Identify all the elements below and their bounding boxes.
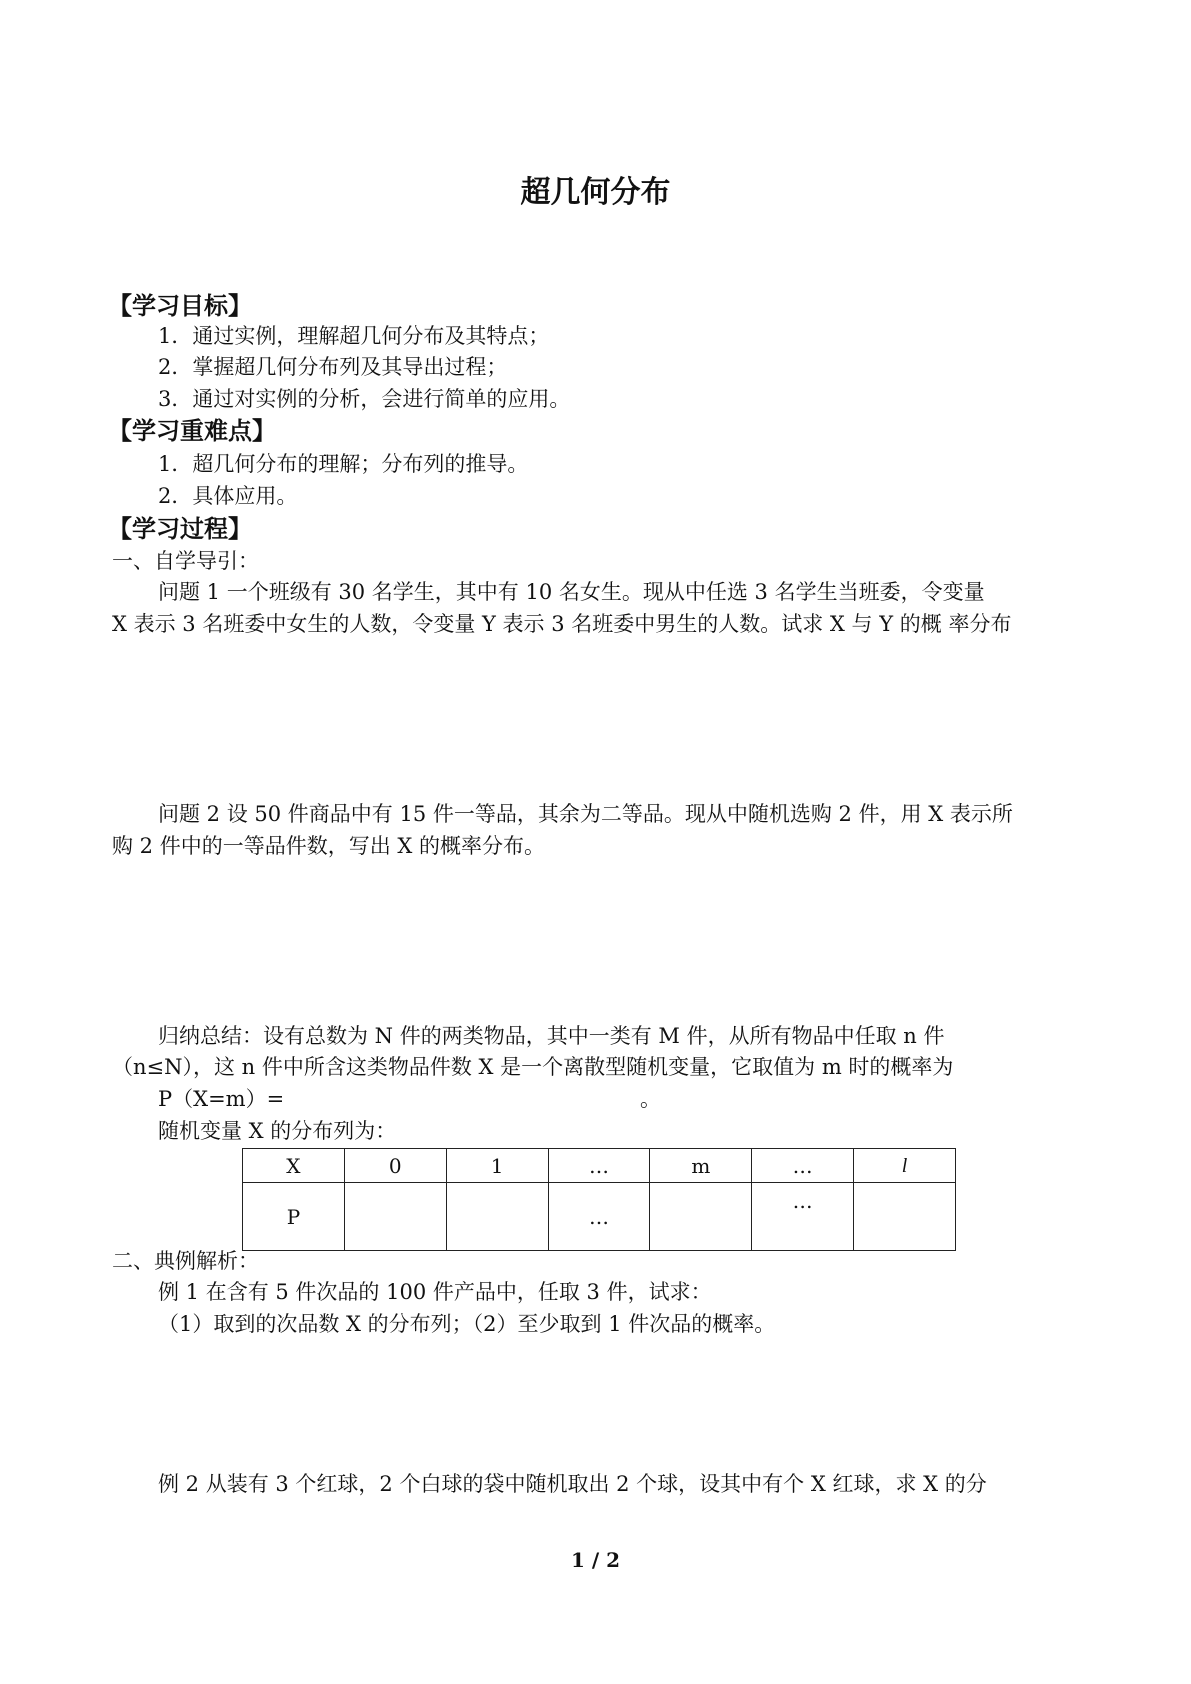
table-cell: … <box>752 1149 854 1183</box>
table-cell: m <box>650 1149 752 1183</box>
summary-formula-end: 。 <box>640 1087 661 1111</box>
table-row <box>243 1183 956 1251</box>
table-cell: 0 <box>344 1149 446 1183</box>
section-heading-goals: 【学习目标】 <box>108 292 252 320</box>
table-cell: l <box>854 1149 956 1183</box>
goal-item: 2．掌握超几何分布列及其导出过程； <box>158 355 508 379</box>
problem1-line1: 问题 1 一个班级有 30 名学生，其中有 10 名女生。现从中任选 3 名学生当班委，令变量 <box>158 580 985 604</box>
distribution-table <box>242 1148 956 1251</box>
summary-formula-label: P（X=m）= <box>158 1087 285 1111</box>
table-cell: … <box>548 1149 650 1183</box>
section-heading-key-points: 【学习重难点】 <box>108 417 276 445</box>
table-cell: P <box>243 1183 345 1251</box>
example1-line2: （1）取到的次品数 X 的分布列；（2）至少取到 1 件次品的概率。 <box>158 1312 776 1336</box>
goal-item: 1．通过实例，理解超几何分布及其特点； <box>158 324 550 348</box>
table-cell: X <box>243 1149 345 1183</box>
problem2-line1: 问题 2 设 50 件商品中有 15 件一等品，其余为二等品。现从中随机选购 2 件，用 X 表示所 <box>158 802 1013 826</box>
part2-heading: 二、典例解析： <box>112 1249 259 1273</box>
table-cell <box>854 1183 956 1251</box>
example1-line1: 例 1 在含有 5 件次品的 100 件产品中，任取 3 件，试求： <box>158 1280 712 1304</box>
table-cell: … <box>548 1183 650 1251</box>
table-cell: … <box>752 1183 854 1251</box>
table-cell <box>344 1183 446 1251</box>
summary-line1: 归纳总结：设有总数为 N 件的两类物品，其中一类有 M 件，从所有物品中任取 n 件 <box>158 1024 945 1048</box>
section-heading-process: 【学习过程】 <box>108 515 252 543</box>
table-row <box>243 1149 956 1183</box>
table-cell: 1 <box>446 1149 548 1183</box>
table-cell <box>446 1183 548 1251</box>
key-point-item: 1．超几何分布的理解；分布列的推导。 <box>158 452 529 476</box>
problem1-line2: X 表示 3 名班委中女生的人数，令变量 Y 表示 3 名班委中男生的人数。试求 X 与 Y 的概 率分布 <box>112 612 1012 636</box>
table-cell <box>650 1183 752 1251</box>
goal-item: 3．通过对实例的分析，会进行简单的应用。 <box>158 387 571 411</box>
page-title: 超几何分布 <box>520 175 671 210</box>
page-number: 1 / 2 <box>570 1548 621 1572</box>
problem2-line2: 购 2 件中的一等品件数，写出 X 的概率分布。 <box>112 834 546 858</box>
key-point-item: 2．具体应用。 <box>158 484 298 508</box>
summary-line2: （n≤N），这 n 件中所含这类物品件数 X 是一个离散型随机变量，它取值为 m 时的概率为 <box>112 1055 954 1079</box>
example2-line1: 例 2 从装有 3 个红球，2 个白球的袋中随机取出 2 个球，设其中有个 X 红球，求 X 的分 <box>158 1472 987 1496</box>
table-intro: 随机变量 X 的分布列为： <box>158 1119 397 1143</box>
part1-heading: 一、自学导引： <box>112 549 259 573</box>
